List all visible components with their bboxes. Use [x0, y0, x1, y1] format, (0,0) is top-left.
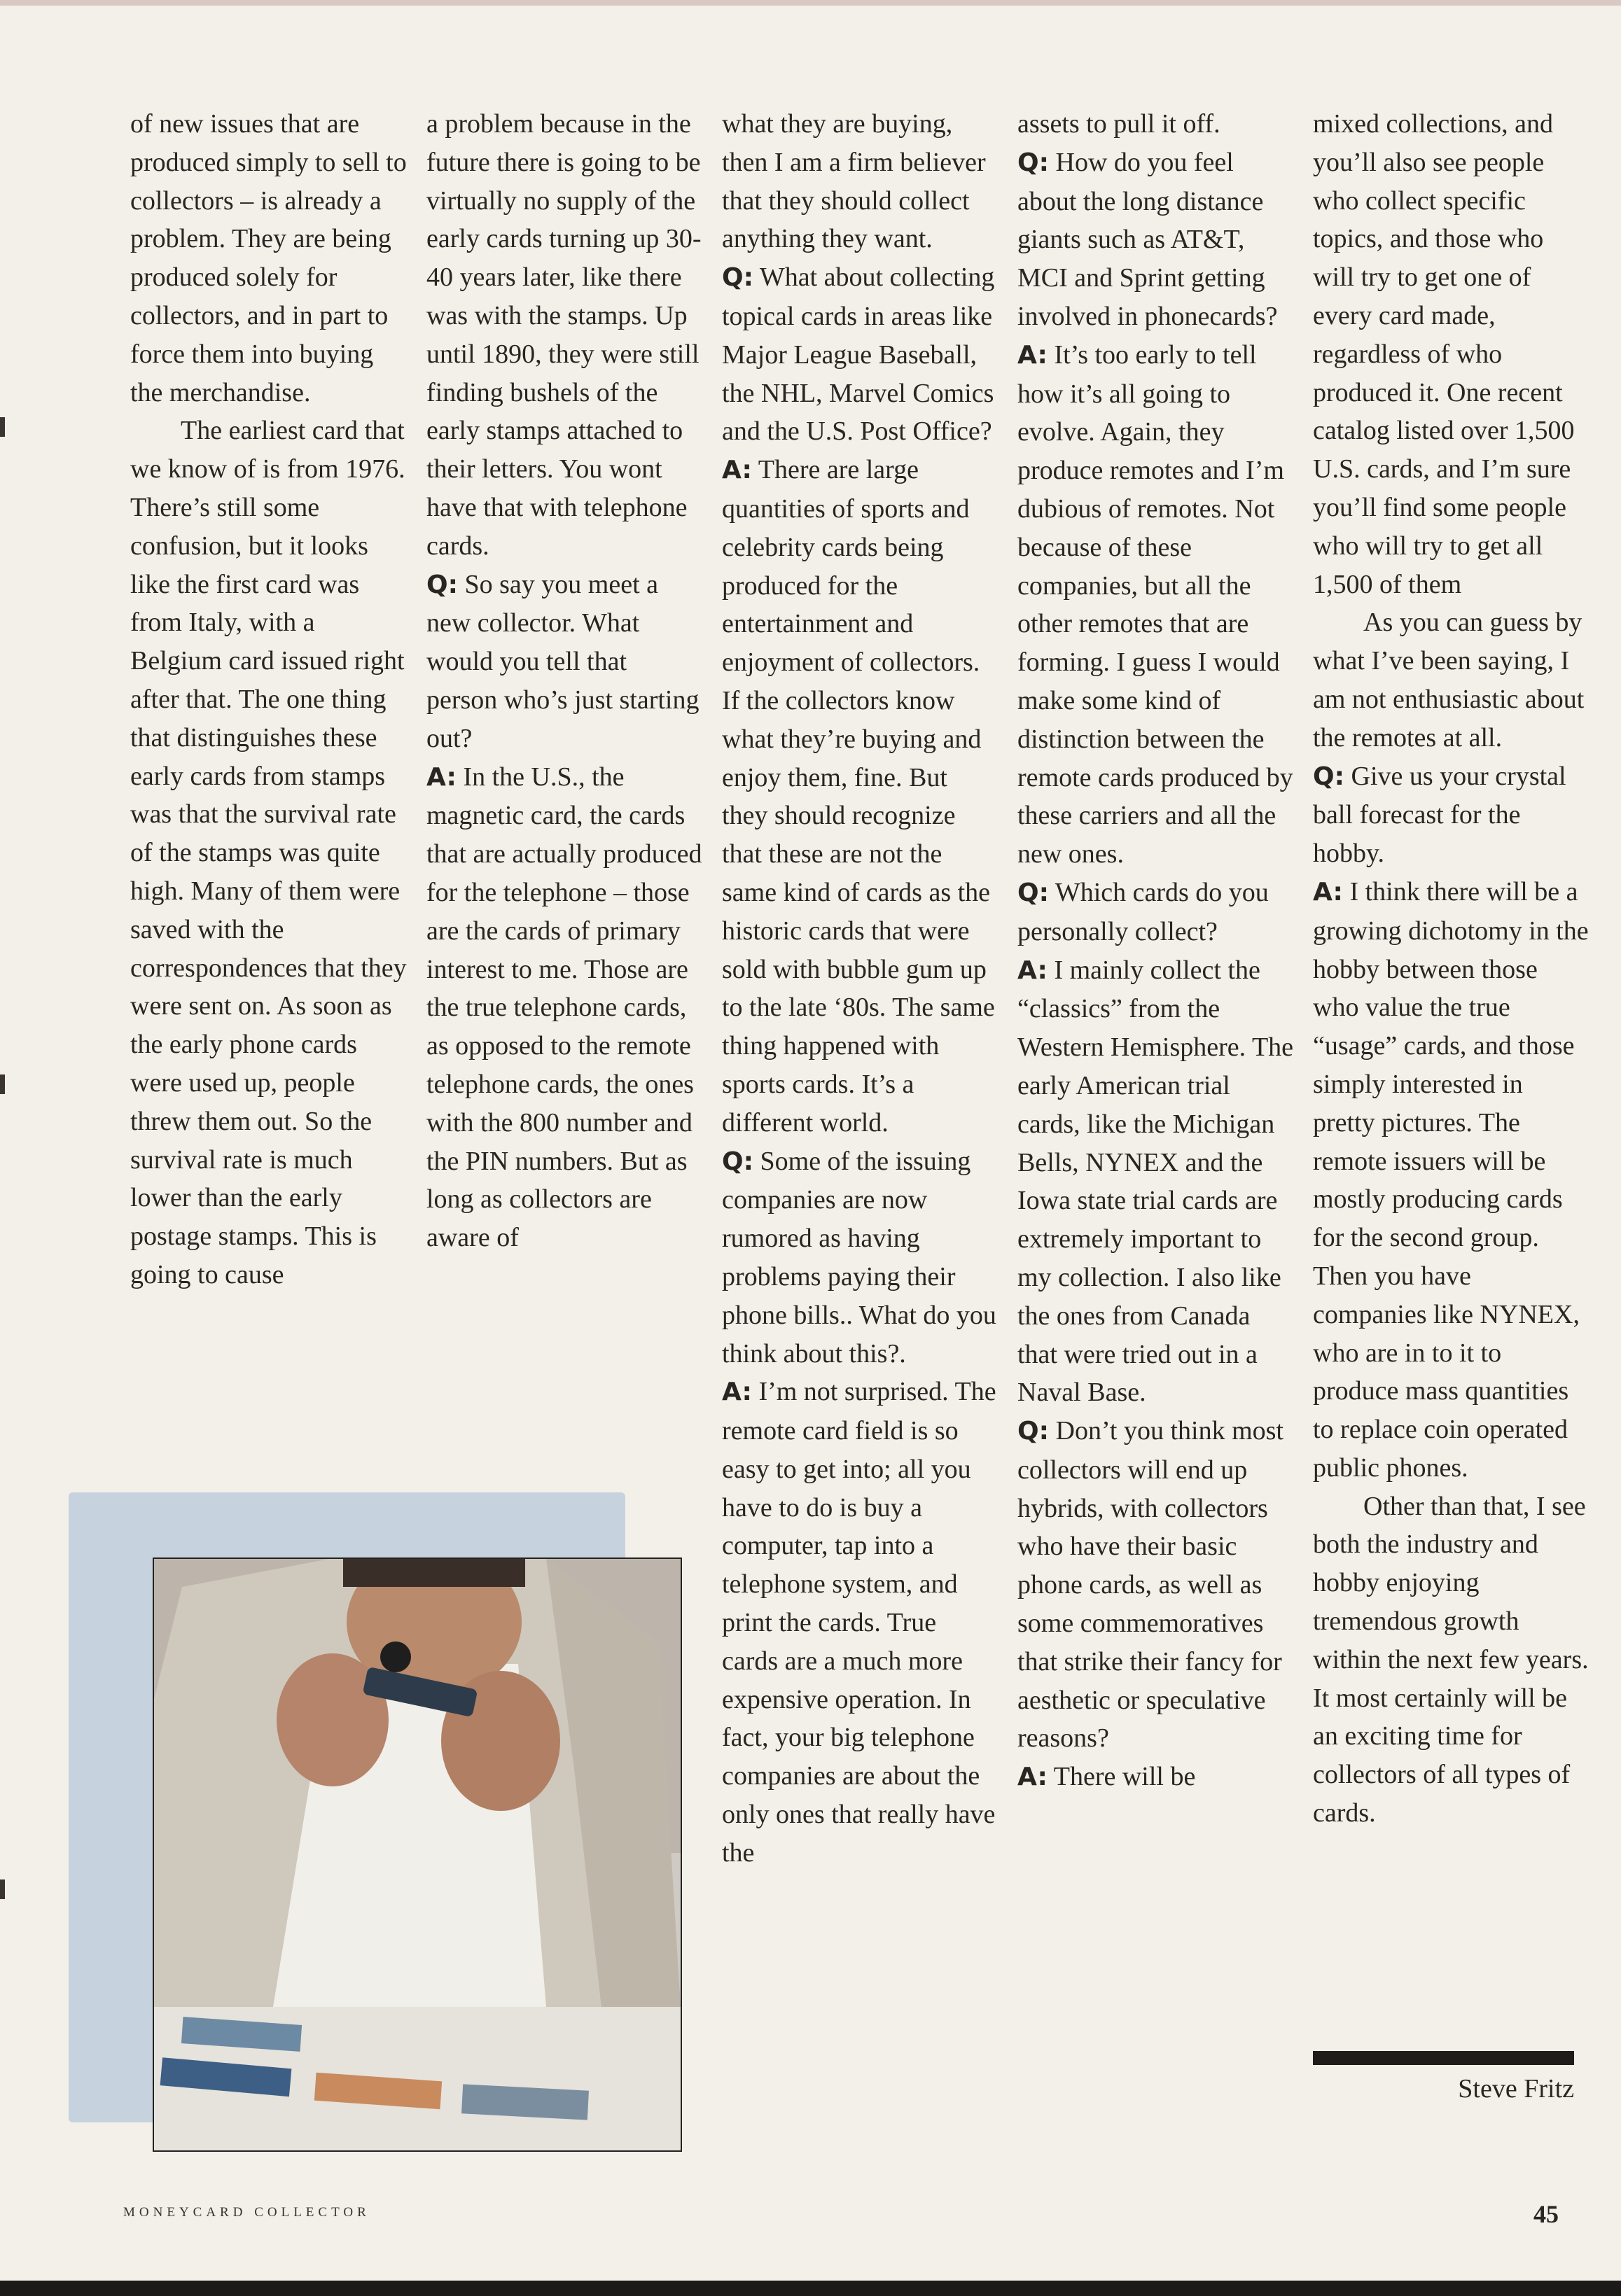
- signature-rule: [1313, 2051, 1574, 2065]
- paragraph-text: assets to pull it off.: [1017, 109, 1220, 139]
- answer-paragraph: [722, 1373, 999, 1872]
- answer-paragraph: [426, 758, 703, 1257]
- question-marker: Q:: [426, 570, 458, 599]
- question-marker: Q:: [1313, 762, 1344, 791]
- answer-paragraph: [1017, 951, 1294, 1413]
- answer-paragraph: [1017, 336, 1294, 874]
- question-paragraph: [722, 1142, 999, 1373]
- question-paragraph: [1017, 1412, 1294, 1758]
- page-bottom-edge: [0, 2281, 1621, 2296]
- answer-marker: A:: [426, 762, 457, 792]
- paragraph-text: Which cards do you personally collect?: [1017, 877, 1269, 946]
- paragraph-text: As you can guess by what I’ve been saying, I am not enthusiastic about the remotes at all.: [1313, 608, 1585, 752]
- body-paragraph: [1313, 1488, 1589, 1833]
- page-number: 45: [1533, 2200, 1559, 2228]
- question-paragraph: [722, 258, 999, 451]
- paragraph-text: It’s too early to tell how it’s all going to evolve. Again, they produce remotes and I’m dubious of remotes. Not because of these companies, but all the other remotes that are forming. I guess I would make some kind of distinction between the remote cards produced by these carriers and all the new ones.: [1017, 340, 1293, 869]
- paragraph-text: How do you feel about the long distance giants such as AT&T, MCI and Sprint getting involved in phonecards?: [1017, 147, 1278, 331]
- answer-marker: A:: [1017, 955, 1048, 985]
- body-paragraph: [426, 105, 703, 566]
- text-column-5: [1313, 105, 1589, 1833]
- footer-magazine-title: MONEYCARD COLLECTOR: [123, 2205, 370, 2220]
- paragraph-text: The earliest card that we know of is from 1976. There’s still some confusion, but it looks like the first card was from Italy, with a Belgium card issued right after that. The one thing that distinguishes these early cards from stamps was that the survival rate of the stamps was quite high. Many of them were saved with the correspondences that they were sent on. As soon as the early phone cards were used up, people threw them out. So the survival rate is much lower than the early postage stamps. This is going to cause: [130, 416, 407, 1289]
- answer-marker: A:: [1313, 877, 1343, 906]
- answer-marker: A:: [1017, 340, 1048, 370]
- paragraph-text: a problem because in the future there is going to be virtually no supply of the early cards turning up 30-40 years later, like there was with the stamps. Up until 1890, they were still finding bushels of the early stamps attached to their letters. You wont have that with telephone cards.: [426, 109, 702, 561]
- question-marker: Q:: [1017, 148, 1049, 177]
- question-paragraph: [1017, 144, 1294, 336]
- body-paragraph: [130, 412, 407, 1294]
- paragraph-text: So say you meet a new collector. What would you tell that person who’s just starting out?: [426, 569, 700, 753]
- body-paragraph: [1313, 603, 1589, 757]
- paragraph-text: mixed collections, and you’ll also see people who collect specific topics, and those who will try to get one of every card made, regardless of who produced it. One recent catalog listed over 1,500 U.S. cards, and I’m sure you’ll find some people who will try to get all 1,500 of them: [1313, 109, 1575, 599]
- body-paragraph: [130, 105, 407, 412]
- paragraph-text: what they are buying, then I am a firm believer that they should collect anything they want.: [722, 109, 986, 254]
- answer-paragraph: [722, 451, 999, 1142]
- paragraph-text: I think there will be a growing dichotomy in the hobby between those who value the true “usage” cards, and those simply interested in pretty pictures. The remote issuers will be mostly producing cards for the second group. Then you have companies like NYNEX, who are in to it to produce mass quantities to replace coin operated public phones.: [1313, 876, 1589, 1483]
- answer-marker: A:: [722, 456, 752, 485]
- photo-illustration: [154, 1559, 681, 2150]
- text-column-1: [130, 105, 407, 1294]
- question-paragraph: [1017, 874, 1294, 951]
- answer-paragraph: [1313, 873, 1589, 1488]
- question-paragraph: [1313, 757, 1589, 873]
- question-paragraph: [426, 566, 703, 758]
- paragraph-text: Other than that, I see both the industry and hobby enjoying tremendous growth within the next few years. It most certainly will be an exciting time for collectors of all types of cards.: [1313, 1491, 1589, 1828]
- text-column-3: [722, 105, 999, 1872]
- paragraph-text: Some of the issuing companies are now rumored as having problems paying their phone bills.. What do you think about this?.: [722, 1146, 996, 1368]
- question-marker: Q:: [1017, 878, 1049, 907]
- body-paragraph: [722, 105, 999, 258]
- paragraph-text: I mainly collect the “classics” from the Western Hemisphere. The early American trial cards, like the Michigan Bells, NYNEX and the Iowa state trial cards are extremely important to my collection. I also like the ones from Canada that were tried out in a Naval Base.: [1017, 955, 1294, 1408]
- margin-mark: [0, 1074, 5, 1094]
- answer-paragraph: [1017, 1758, 1294, 1797]
- paragraph-text: Don’t you think most collectors will end up hybrids, with collectors who have their basic phone cards, as well as some commemoratives that strike their fancy for aesthetic or speculative reasons?: [1017, 1416, 1283, 1754]
- author-signature: Steve Fritz: [1458, 2074, 1574, 2104]
- paragraph-text: There are large quantities of sports and celebrity cards being produced for the entertainment and enjoyment of collectors. If the collectors know what they’re buying and enjoy them, fine. But they should recognize that these are not the same kind of cards as the historic cards that were sold with bubble gum up to the late ‘80s. The same thing happened with sports cards. It’s a different world.: [722, 455, 995, 1138]
- question-marker: Q:: [722, 1147, 753, 1176]
- question-marker: Q:: [1017, 1417, 1049, 1446]
- text-column-4: [1017, 105, 1294, 1797]
- answer-marker: A:: [722, 1378, 752, 1407]
- page-top-edge: [0, 0, 1621, 6]
- paragraph-text: Give us your crystal ball forecast for the hobby.: [1313, 761, 1566, 869]
- margin-mark: [0, 1879, 5, 1899]
- body-paragraph: [1313, 105, 1589, 603]
- paragraph-text: What about collecting topical cards in areas like Major League Baseball, the NHL, Marvel Comics and the U.S. Post Office?: [722, 262, 995, 447]
- body-paragraph: [1017, 105, 1294, 144]
- paragraph-text: of new issues that are produced simply to sell to collectors – is already a problem. They are being produced solely for collectors, and in part to force them into buying the merchandise.: [130, 109, 407, 407]
- collector-with-magnifier-photo: [153, 1558, 682, 2152]
- text-column-2: [426, 105, 703, 1257]
- paragraph-text: In the U.S., the magnetic card, the cards that are actually produced for the telephone – those are the cards of primary interest to me. Those are the true telephone cards, as opposed to the remote telephone cards, the ones with the 800 number and the PIN numbers. But as long as collectors are aware of: [426, 762, 702, 1253]
- paragraph-text: I’m not surprised. The remote card field is so easy to get into; all you have to do is buy a computer, tap into a telephone system, and print the cards. True cards are a much more expensive operation. In fact, your big telephone companies are about the only ones that really have the: [722, 1377, 996, 1868]
- question-marker: Q:: [722, 263, 753, 293]
- paragraph-text: There will be: [1053, 1762, 1196, 1792]
- answer-marker: A:: [1017, 1763, 1048, 1792]
- margin-mark: [0, 417, 5, 437]
